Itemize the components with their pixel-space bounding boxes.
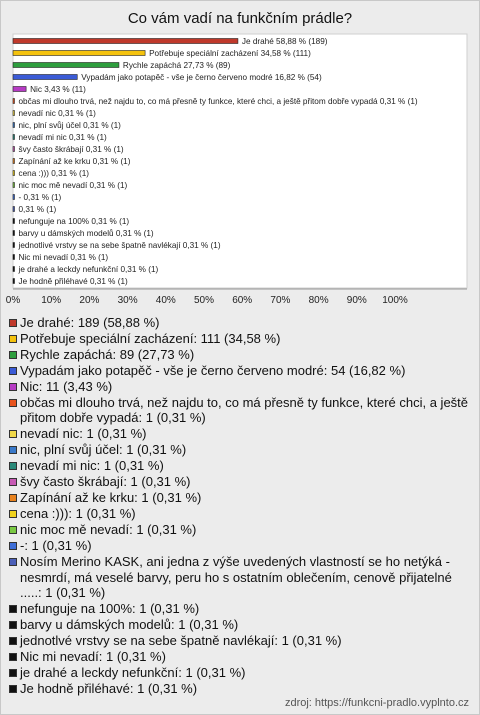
legend-item: [9, 315, 471, 331]
legend-swatch: [9, 526, 17, 534]
legend-label: Nic mi nevadí: 1 (0,31 %): [20, 649, 166, 665]
legend-swatch: [9, 494, 17, 502]
legend-swatch: [9, 510, 17, 518]
x-tick-label: 40%: [155, 295, 176, 306]
bar: [13, 255, 15, 260]
legend-label: nefunguje na 100%: 1 (0,31 %): [20, 601, 200, 617]
legend-item: [9, 347, 471, 363]
legend-item: [9, 379, 471, 395]
legend-label: občas mi dlouho trvá, než najdu to, co má přesně ty funkce, které chci, a ještě přitom dobře vypadá: 1 (0,31 %): [20, 394, 469, 426]
x-tick-label: 30%: [117, 295, 138, 306]
legend-label: Vypadám jako potapěč - vše je černo červeno modré: 54 (16,82 %): [20, 362, 406, 378]
bar-label: nevadí mi nic 0,31 % (1): [18, 133, 107, 142]
legend-label: Je drahé: 189 (58,88 %): [20, 315, 160, 330]
legend-label: Rychle zapáchá: 89 (27,73 %): [20, 346, 195, 362]
legend-swatch: [9, 367, 17, 375]
legend-swatch: [9, 621, 17, 629]
legend-item: [9, 554, 471, 602]
legend-swatch: [9, 383, 17, 391]
bar: [13, 51, 145, 56]
legend-swatch: [9, 653, 17, 661]
x-tick-label: 60%: [232, 295, 253, 306]
legend-label: Zapínání až ke krku: 1 (0,31 %): [20, 489, 202, 505]
legend-swatch: [9, 351, 17, 359]
bar: [13, 195, 15, 200]
x-tick-label: 20%: [79, 295, 100, 306]
bar: [13, 135, 15, 140]
bar-label: Rychle zapáchá 27,73 % (89): [122, 61, 231, 70]
legend-item: [9, 474, 471, 490]
bar: [13, 123, 15, 128]
bar-label: 0,31 % (1): [18, 205, 57, 214]
bar-label: barvy u dámských modelů 0,31 % (1): [18, 229, 154, 238]
legend-item: [9, 395, 471, 427]
bar: [13, 111, 15, 116]
bar: [13, 99, 15, 104]
legend-label: je drahé a leckdy nefunkční: 1 (0,31 %): [20, 664, 246, 680]
legend-swatch: [9, 446, 17, 454]
bar: [13, 87, 26, 92]
bar: [13, 171, 15, 176]
bar: [13, 267, 15, 272]
legend-item: [9, 538, 471, 554]
legend-swatch: [9, 478, 17, 486]
bar-label: občas mi dlouho trvá, než najdu to, co má přesně ty funkce, které chci, a ještě přitom dobře vypadá 0,31 % (1): [18, 97, 418, 106]
legend-label: Nosím Merino KASK, ani jedna z výše uvedených vlastností se ho netýká - nesmrdí, má veselé barvy, peru ho s ostatním oblečením, cenově přijatelné .....: 1 (0,31 %): [20, 553, 452, 601]
legend-swatch: [9, 399, 17, 407]
legend-label: nic moc mě nevadí: 1 (0,31 %): [20, 521, 197, 537]
bar: [13, 279, 15, 284]
bar: [13, 231, 15, 236]
x-tick-label: 0%: [5, 295, 21, 306]
legend-item: [9, 522, 471, 538]
legend-swatch: [9, 637, 17, 645]
legend-item: [9, 442, 471, 458]
legend-label: jednotlvé vrstvy se na sebe špatně navlékají: 1 (0,31 %): [20, 633, 342, 649]
legend-label: Potřebuje speciální zacházení: 111 (34,58 %): [20, 330, 281, 346]
x-tick-label: 90%: [346, 295, 367, 306]
legend-item: [9, 681, 471, 697]
legend-swatch: [9, 462, 17, 470]
bar: [13, 159, 15, 164]
legend-swatch: [9, 335, 17, 343]
source-note: zdroj: https://funkcni-pradlo.vyplnto.cz: [284, 697, 469, 709]
legend-label: nic, plní svůj účel: 1 (0,31 %): [20, 442, 187, 458]
bar-label: - 0,31 % (1): [18, 193, 62, 202]
bar-label: Je hodně přiléhavé 0,31 % (1): [18, 277, 128, 286]
legend-swatch: [9, 685, 17, 693]
bar-label: švy často škrábají 0,31 % (1): [18, 145, 124, 154]
legend-item: [9, 601, 471, 617]
legend-item: [9, 331, 471, 347]
bar-label: je drahé a leckdy nefunkční 0,31 % (1): [18, 265, 159, 274]
x-tick-label: 50%: [193, 295, 215, 306]
bar: [13, 39, 238, 44]
legend-item: [9, 490, 471, 506]
bar: [13, 63, 119, 68]
legend-label: cena :))): 1 (0,31 %): [20, 505, 136, 521]
bar: [13, 207, 15, 212]
legend-label: nevadí nic: 1 (0,31 %): [20, 426, 147, 442]
bar: [13, 75, 77, 80]
legend-label: Je hodně přiléhavé: 1 (0,31 %): [20, 680, 198, 696]
legend-label: -: 1 (0,31 %): [20, 537, 92, 553]
legend-item: [9, 665, 471, 681]
legend-label: nevadí mi nic: 1 (0,31 %): [20, 458, 164, 474]
legend-item: [9, 426, 471, 442]
legend-item: [9, 633, 471, 649]
bar-label: Potřebuje speciální zacházení 34,58 % (111): [149, 49, 311, 58]
legend-label: barvy u dámských modelů: 1 (0,31 %): [20, 617, 239, 633]
x-tick-label: 80%: [308, 295, 329, 306]
chart-title: Co vám vadí na funkčním prádle?: [127, 10, 353, 27]
legend-swatch: [9, 430, 17, 438]
bar: [13, 243, 15, 248]
legend-swatch: [9, 558, 17, 566]
bar-label: Nic mi nevadí 0,31 % (1): [18, 253, 109, 262]
bar: [13, 183, 15, 188]
x-tick-label: 10%: [41, 295, 62, 306]
bar-label: Nic 3,43 % (11): [30, 85, 86, 94]
legend-item: [9, 363, 471, 379]
x-tick-label: 70%: [270, 295, 291, 306]
legend-swatch: [9, 319, 17, 327]
bar-label: cena :))) 0,31 % (1): [18, 169, 90, 178]
bar-label: nefunguje na 100% 0,31 % (1): [18, 217, 130, 226]
bar: [13, 147, 15, 152]
legend-item: [9, 458, 471, 474]
bar-chart: [1, 31, 479, 311]
bar-label: Vypadám jako potapěč - vše je černo červeno modré 16,82 % (54): [81, 73, 322, 82]
bar-label: jednotlivé vrstvy se na sebe špatně navlékají 0,31 % (1): [18, 241, 221, 250]
x-tick-label: 100%: [382, 295, 408, 306]
bar-label: Je drahé 58,88 % (189): [241, 37, 328, 46]
bar: [13, 219, 15, 224]
bar-label: nevadí nic 0,31 % (1): [18, 109, 96, 118]
legend-item: [9, 617, 471, 633]
legend-item: [9, 506, 471, 522]
chart-legend: [9, 315, 471, 697]
bar-label: nic, plní svůj účel 0,31 % (1): [18, 121, 121, 130]
bar-label: nic moc mě nevadí 0,31 % (1): [18, 181, 128, 190]
legend-item: [9, 649, 471, 665]
legend-swatch: [9, 605, 17, 613]
legend-swatch: [9, 542, 17, 550]
bar-label: Zapínání až ke krku 0,31 % (1): [18, 157, 131, 166]
legend-label: švy často škrábají: 1 (0,31 %): [20, 474, 191, 490]
legend-swatch: [9, 669, 17, 677]
legend-label: Nic: 11 (3,43 %): [20, 378, 113, 394]
